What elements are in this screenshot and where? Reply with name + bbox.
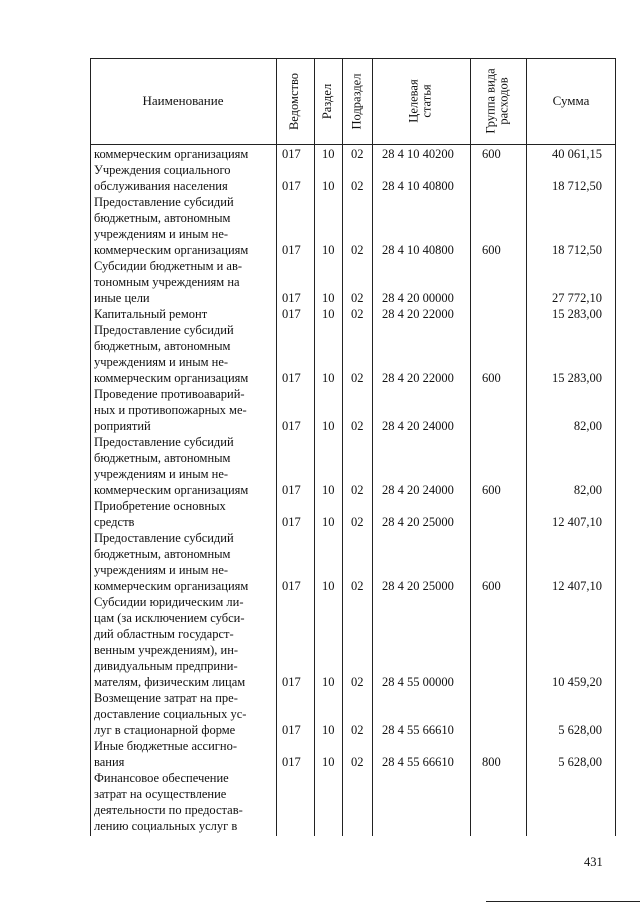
header-name: Наименование: [142, 93, 224, 108]
cell-summa: 12 407,10: [552, 515, 602, 529]
header-gruppa-line2: расходов: [497, 77, 512, 125]
row-name-line: дивидуальным предприни-: [94, 659, 238, 673]
row-name-line: дий областным государст-: [94, 627, 234, 641]
row-name-line: Иные бюджетные ассигно-: [94, 739, 238, 753]
row-name-line: Приобретение основных: [94, 499, 226, 513]
row-name-line: Предоставление субсидий: [94, 435, 234, 449]
table-row: [90, 386, 616, 434]
row-name-line: доставление социальных ус-: [94, 707, 247, 721]
row-name-line: лению социальных услуг в: [94, 819, 238, 833]
table-row: [90, 770, 616, 834]
row-name-line: коммерческим организациям: [94, 147, 249, 161]
cell-razdel: 10: [322, 515, 335, 529]
cell-razdel: 10: [322, 179, 335, 193]
row-name-line: учреждениям и иным не-: [94, 227, 229, 241]
table-row: [90, 322, 616, 386]
budget-table: [90, 58, 616, 836]
cell-vedomstvo: 017: [282, 723, 301, 737]
row-name: [94, 738, 272, 770]
header-vedomstvo: [276, 58, 314, 144]
cell-gruppa: 600: [482, 147, 501, 161]
row-name-line: коммерческим организациям: [94, 371, 249, 385]
cell-podrazdel: 02: [351, 579, 364, 593]
row-name: [94, 770, 272, 834]
cell-razdel: 10: [322, 307, 335, 321]
cell-celevaya: 28 4 55 66610: [382, 723, 454, 737]
row-name-line: бюджетным, автономным: [94, 451, 231, 465]
cell-podrazdel: 02: [351, 419, 364, 433]
cell-celevaya: 28 4 20 22000: [382, 371, 454, 385]
row-name-line: роприятий: [94, 419, 151, 433]
header-podrazdel-label: Подраздел: [349, 73, 364, 129]
row-name: [94, 258, 272, 306]
row-name-line: бюджетным, автономным: [94, 339, 231, 353]
row-name-line: Субсидии юридическим ли-: [94, 595, 244, 609]
row-name-line: учреждениям и иным не-: [94, 355, 229, 369]
cell-razdel: 10: [322, 147, 335, 161]
row-name: [94, 162, 272, 194]
cell-vedomstvo: 017: [282, 179, 301, 193]
row-name: [94, 194, 272, 258]
header-celevaya-line2: статья: [420, 84, 434, 118]
header-razdel-label: Раздел: [320, 83, 335, 119]
table-row: [90, 194, 616, 258]
cell-podrazdel: 02: [351, 371, 364, 385]
row-name: [94, 594, 272, 690]
table-row: [90, 738, 616, 770]
cell-celevaya: 28 4 10 40800: [382, 243, 454, 257]
row-name-line: учреждениям и иным не-: [94, 563, 229, 577]
cell-summa: 15 283,00: [552, 307, 602, 321]
table-row: [90, 306, 616, 322]
row-name: [94, 530, 272, 594]
row-name-line: Предоставление субсидий: [94, 195, 234, 209]
header-vedomstvo-label: Ведомство: [287, 72, 302, 130]
cell-summa: 15 283,00: [552, 371, 602, 385]
cell-podrazdel: 02: [351, 483, 364, 497]
table-row: [90, 498, 616, 530]
row-name-line: Субсидии бюджетным и ав-: [94, 259, 243, 273]
cell-vedomstvo: 017: [282, 147, 301, 161]
row-name-line: тономным учреждениям на: [94, 275, 240, 289]
cell-summa: 5 628,00: [558, 723, 602, 737]
row-name-line: Капитальный ремонт: [94, 307, 208, 321]
cell-celevaya: 28 4 55 66610: [382, 755, 454, 769]
header-gruppa-line1: Группа вида: [484, 68, 499, 134]
row-name-line: ных и противопожарных ме-: [94, 403, 247, 417]
cell-vedomstvo: 017: [282, 483, 301, 497]
cell-gruppa: 600: [482, 483, 501, 497]
cell-summa: 82,00: [573, 419, 602, 433]
cell-vedomstvo: 017: [282, 307, 301, 321]
page-number: 431: [584, 855, 603, 869]
cell-summa: 5 628,00: [558, 755, 602, 769]
table-row: [90, 162, 616, 194]
row-name: [94, 306, 272, 322]
cell-summa: 27 772,10: [552, 291, 602, 305]
cell-vedomstvo: 017: [282, 755, 301, 769]
cell-gruppa: 600: [482, 243, 501, 257]
row-name-line: цам (за исключением субси-: [94, 611, 245, 625]
cell-vedomstvo: 017: [282, 371, 301, 385]
row-name-line: затрат на осуществление: [94, 787, 227, 801]
table-row: [90, 690, 616, 738]
row-name: [94, 386, 272, 434]
cell-summa: 10 459,20: [552, 675, 602, 689]
header-divider: [90, 144, 616, 145]
cell-podrazdel: 02: [351, 723, 364, 737]
row-name-line: коммерческим организациям: [94, 579, 249, 593]
cell-razdel: 10: [322, 723, 335, 737]
cell-vedomstvo: 017: [282, 515, 301, 529]
cell-vedomstvo: 017: [282, 675, 301, 689]
cell-razdel: 10: [322, 371, 335, 385]
cell-celevaya: 28 4 20 00000: [382, 291, 454, 305]
row-name-line: учреждениям и иным не-: [94, 467, 229, 481]
cell-razdel: 10: [322, 419, 335, 433]
cell-celevaya: 28 4 10 40200: [382, 147, 454, 161]
cell-celevaya: 28 4 20 24000: [382, 483, 454, 497]
row-name-line: коммерческим организациям: [94, 483, 249, 497]
cell-razdel: 10: [322, 755, 335, 769]
cell-razdel: 10: [322, 579, 335, 593]
cell-celevaya: 28 4 20 24000: [382, 419, 454, 433]
cell-summa: 40 061,15: [552, 147, 602, 161]
row-name: [94, 498, 272, 530]
cell-celevaya: 28 4 10 40800: [382, 179, 454, 193]
row-name: [94, 690, 272, 738]
header-razdel: [314, 58, 342, 144]
cell-podrazdel: 02: [351, 307, 364, 321]
row-name-line: бюджетным, автономным: [94, 547, 231, 561]
cell-celevaya: 28 4 20 22000: [382, 307, 454, 321]
header-gruppa-label: [485, 68, 511, 133]
row-name-line: бюджетным, автономным: [94, 211, 231, 225]
cell-podrazdel: 02: [351, 515, 364, 529]
header-podrazdel: [342, 58, 372, 144]
cell-summa: 18 712,50: [552, 243, 602, 257]
row-name-line: обслуживания населения: [94, 179, 228, 193]
cell-razdel: 10: [322, 483, 335, 497]
header-celevaya: [372, 58, 470, 144]
row-name-line: Проведение противоаварий-: [94, 387, 245, 401]
cell-summa: 18 712,50: [552, 179, 602, 193]
row-name-line: мателям, физическим лицам: [94, 675, 246, 689]
header-gruppa: [470, 58, 526, 144]
row-name-line: деятельности по предостав-: [94, 803, 243, 817]
table-row: [90, 594, 616, 690]
row-name-line: Финансовое обеспечение: [94, 771, 229, 785]
table-row: [90, 258, 616, 306]
row-name-line: вания: [94, 755, 125, 769]
row-name-line: Учреждения социального: [94, 163, 231, 177]
cell-vedomstvo: 017: [282, 579, 301, 593]
row-name-line: луг в стационарной форме: [94, 723, 236, 737]
cell-summa: 12 407,10: [552, 579, 602, 593]
header-celevaya-line1: Целевая: [407, 79, 421, 123]
table-row: [90, 146, 616, 162]
cell-razdel: 10: [322, 243, 335, 257]
row-name: [94, 434, 272, 498]
cell-summa: 82,00: [573, 483, 602, 497]
row-name-line: Предоставление субсидий: [94, 531, 234, 545]
cell-celevaya: 28 4 20 25000: [382, 515, 454, 529]
cell-gruppa: 600: [482, 579, 501, 593]
cell-celevaya: 28 4 20 25000: [382, 579, 454, 593]
table-row: [90, 530, 616, 594]
row-name-line: венным учреждениям), ин-: [94, 643, 239, 657]
cell-razdel: 10: [322, 675, 335, 689]
cell-podrazdel: 02: [351, 147, 364, 161]
row-name-line: Возмещение затрат на пре-: [94, 691, 238, 705]
cell-vedomstvo: 017: [282, 291, 301, 305]
cell-podrazdel: 02: [351, 755, 364, 769]
row-name-line: иные цели: [94, 291, 150, 305]
cell-podrazdel: 02: [351, 179, 364, 193]
row-name: [94, 146, 272, 162]
row-name-line: средств: [94, 515, 135, 529]
cell-vedomstvo: 017: [282, 419, 301, 433]
cell-celevaya: 28 4 55 00000: [382, 675, 454, 689]
cell-razdel: 10: [322, 291, 335, 305]
row-name: [94, 322, 272, 386]
cell-gruppa: 600: [482, 371, 501, 385]
row-name-line: Предоставление субсидий: [94, 323, 234, 337]
footer-rule: [486, 901, 640, 902]
cell-vedomstvo: 017: [282, 243, 301, 257]
table-row: [90, 434, 616, 498]
row-name-line: коммерческим организациям: [94, 243, 249, 257]
header-celevaya-label: [408, 79, 434, 122]
cell-podrazdel: 02: [351, 291, 364, 305]
header-summa: Сумма: [552, 93, 590, 108]
cell-podrazdel: 02: [351, 675, 364, 689]
cell-gruppa: 800: [482, 755, 501, 769]
cell-podrazdel: 02: [351, 243, 364, 257]
